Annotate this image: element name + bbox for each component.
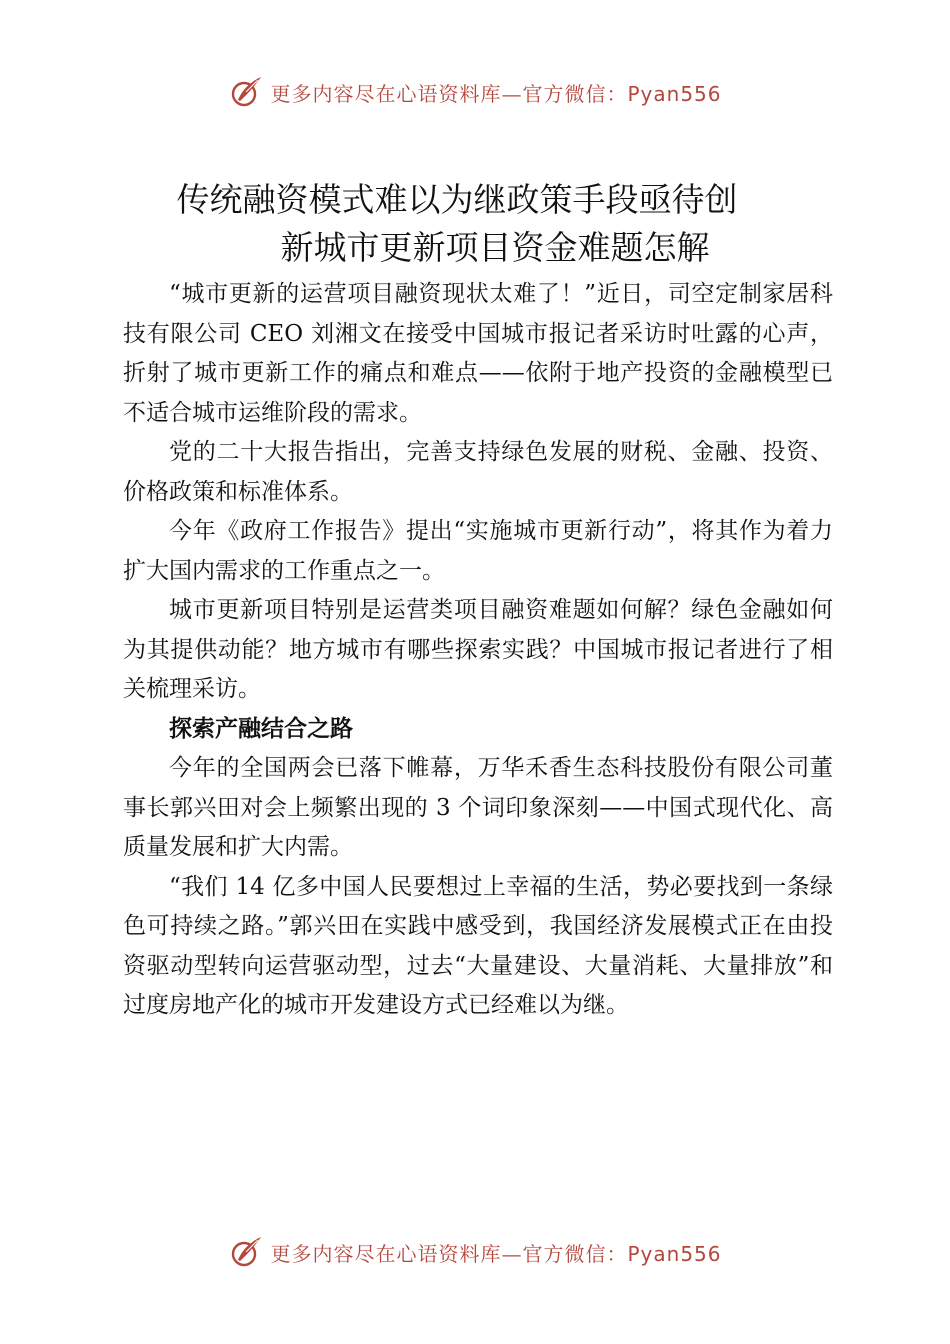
paragraph: 党的二十大报告指出，完善支持绿色发展的财税、金融、投资、价格政策和标准体系。 <box>123 439 833 505</box>
watermark-text <box>270 78 721 107</box>
watermark-wechat-id: Pyan556 <box>627 1241 722 1266</box>
paragraph: 今年《政府工作报告》提出“实施城市更新行动”，将其作为着力扩大国内需求的工作重点之一。 <box>123 518 833 584</box>
article-body <box>123 275 833 1026</box>
paragraph: “城市更新的运营项目融资现状太难了！”近日，司空定制家居科技有限公司 CEO 刘湘文在接受中国城市报记者采访时吐露的心声，折射了城市更新工作的痛点和难点——依附于地产投资的金融模型已不适合城市运维阶段的需求。 <box>123 281 833 426</box>
watermark-label: 更多内容尽在心语资料库—官方微信： <box>270 81 628 106</box>
quill-logo-icon <box>228 74 264 110</box>
page-title-line-2: 新城市更新项目资金难题怎解 <box>280 228 710 267</box>
header-watermark <box>0 72 950 112</box>
page-title-line-1: 传统融资模式难以为继政策手段亟待创 <box>176 180 738 219</box>
watermark-wechat-id: Pyan556 <box>627 81 722 106</box>
watermark-label: 更多内容尽在心语资料库—官方微信： <box>270 1241 628 1266</box>
quill-logo-icon <box>228 1234 264 1270</box>
footer-watermark <box>0 1232 950 1272</box>
paragraph: “我们 14 亿多中国人民要想过上幸福的生活，势必要找到一条绿色可持续之路。”郭兴田在实践中感受到，我国经济发展模式正在由投资驱动型转向运营驱动型，过去“大量建设、大量消耗、大量排放”和过度房地产化的城市开发建设方式已经难以为继。 <box>123 873 833 1018</box>
watermark-text <box>270 1238 721 1267</box>
section-heading: 探索产融结合之路 <box>169 715 353 742</box>
paragraph: 城市更新项目特别是运营类项目融资难题如何解？绿色金融如何为其提供动能？地方城市有哪些探索实践？中国城市报记者进行了相关梳理采访。 <box>123 597 833 702</box>
paragraph: 今年的全国两会已落下帷幕，万华禾香生态科技股份有限公司董事长郭兴田对会上频繁出现的 3 个词印象深刻——中国式现代化、高质量发展和扩大内需。 <box>123 755 833 860</box>
